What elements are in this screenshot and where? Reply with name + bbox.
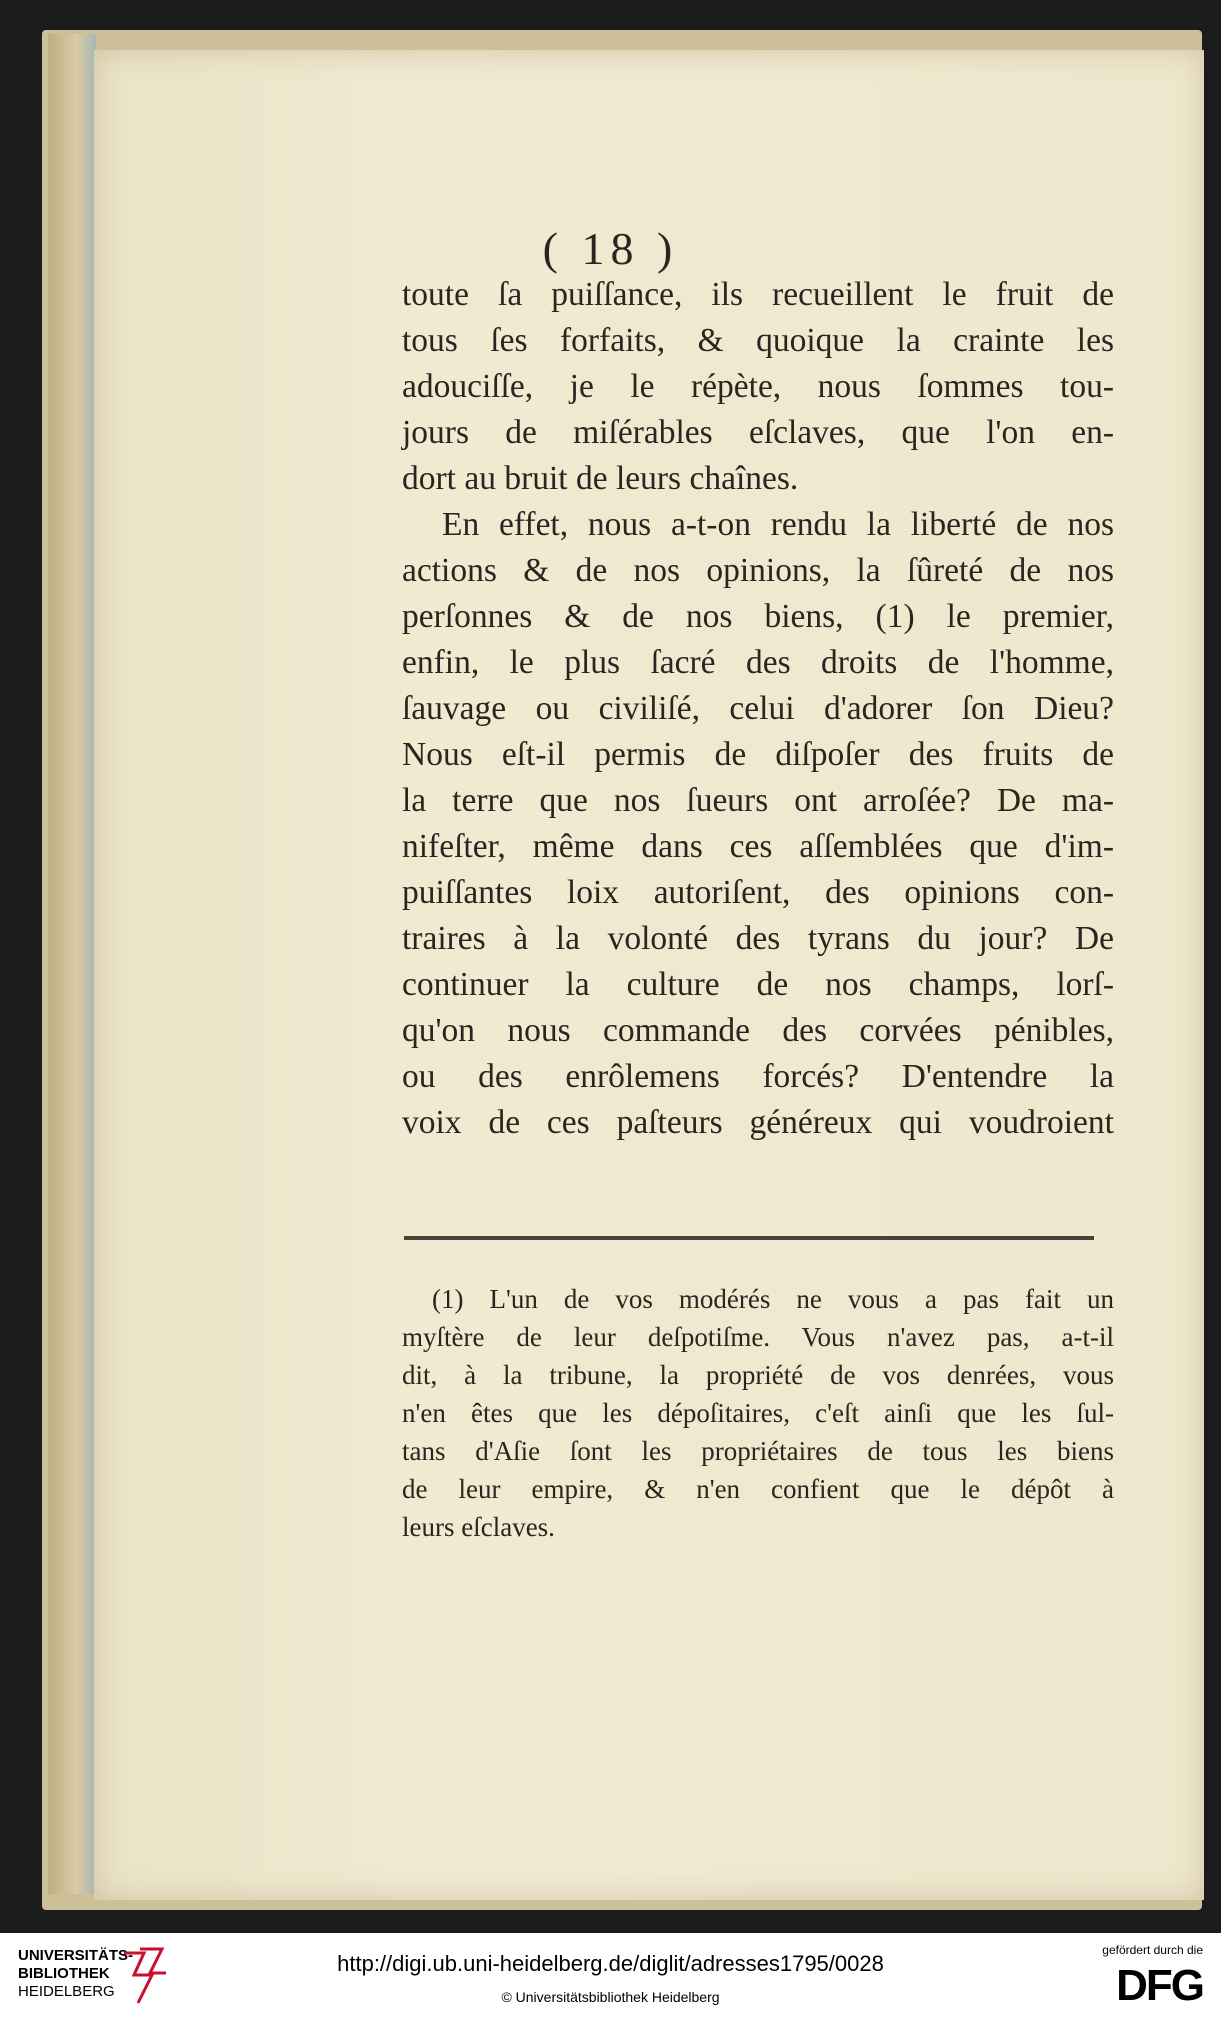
library-name-line: UNIVERSITÄTS- [18,1947,134,1964]
dfg-logo: DFG [1116,1961,1203,2010]
body-line: enfin, le plus ſacré des droits de l'homme, [402,644,1114,681]
body-line: voix de ces paſteurs généreux qui voudroient [402,1104,1114,1141]
footnote-rule [404,1236,1094,1240]
body-line: ſauvage ou civiliſé, celui d'adorer ſon Dieu? [402,690,1114,727]
footer-bar [0,1933,1221,2021]
body-line: tous ſes forfaits, & quoique la crainte les [402,322,1114,359]
footnote-line: n'en êtes que les dépoſitaires, c'eſt ainſi que les ſul- [402,1398,1114,1428]
body-line: actions & de nos opinions, la ſûreté de nos [402,552,1114,589]
body-line: ou des enrôlemens forcés? D'entendre la [402,1058,1114,1095]
footnote-line: dit, à la tribune, la propriété de vos denrées, vous [402,1360,1114,1390]
body-line: perſonnes & de nos biens, (1) le premier, [402,598,1114,635]
body-line: jours de miſérables eſclaves, que l'on en- [402,414,1114,451]
body-line: la terre que nos ſueurs ont arroſée? De ma- [402,782,1114,819]
library-name-line: BIBLIOTHEK [18,1965,110,1982]
body-line: qu'on nous commande des corvées pénibles, [402,1012,1114,1049]
body-line: adouciſſe, je le répète, nous ſommes tou- [402,368,1114,405]
footer-copyright: © Universitätsbibliothek Heidelberg [501,1989,720,2005]
body-text [402,272,1114,1146]
page-edge [48,34,96,1894]
footnote-line: de leur empire, & n'en confient que le dépôt à [402,1474,1114,1504]
body-line: dort au bruit de leurs chaînes. [402,460,799,497]
body-line: nifeſter, même dans ces aſſemblées que d'im- [402,828,1114,865]
page-number: ( 18 ) [542,223,679,274]
footnote [402,1280,1114,1546]
body-line: En effet, nous a-t-on rendu la liberté de nos [442,506,1114,543]
body-line: continuer la culture de nos champs, lorſ- [402,966,1114,1003]
footnote-line: tans d'Aſie ſont les propriétaires de tous les biens [402,1436,1114,1466]
library-name-line: HEIDELBERG [18,1983,115,2000]
body-line: Nous eſt-il permis de diſpoſer des fruits de [402,736,1114,773]
body-line: toute ſa puiſſance, ils recueillent le fruit de [402,276,1114,313]
footer-url[interactable]: http://digi.ub.uni-heidelberg.de/diglit/adresses1795/0028 [337,1951,884,1976]
body-line: puiſſantes loix autoriſent, des opinions con- [402,874,1114,911]
footnote-line: leurs eſclaves. [402,1512,555,1542]
sponsor-caption: gefördert durch die [1102,1943,1203,1957]
footnote-line: myſtère de leur deſpotiſme. Vous n'avez pas, a-t-il [402,1322,1114,1352]
footnote-line: (1) L'un de vos modérés ne vous a pas fait un [432,1284,1114,1314]
body-line: traires à la volonté des tyrans du jour? De [402,920,1114,957]
